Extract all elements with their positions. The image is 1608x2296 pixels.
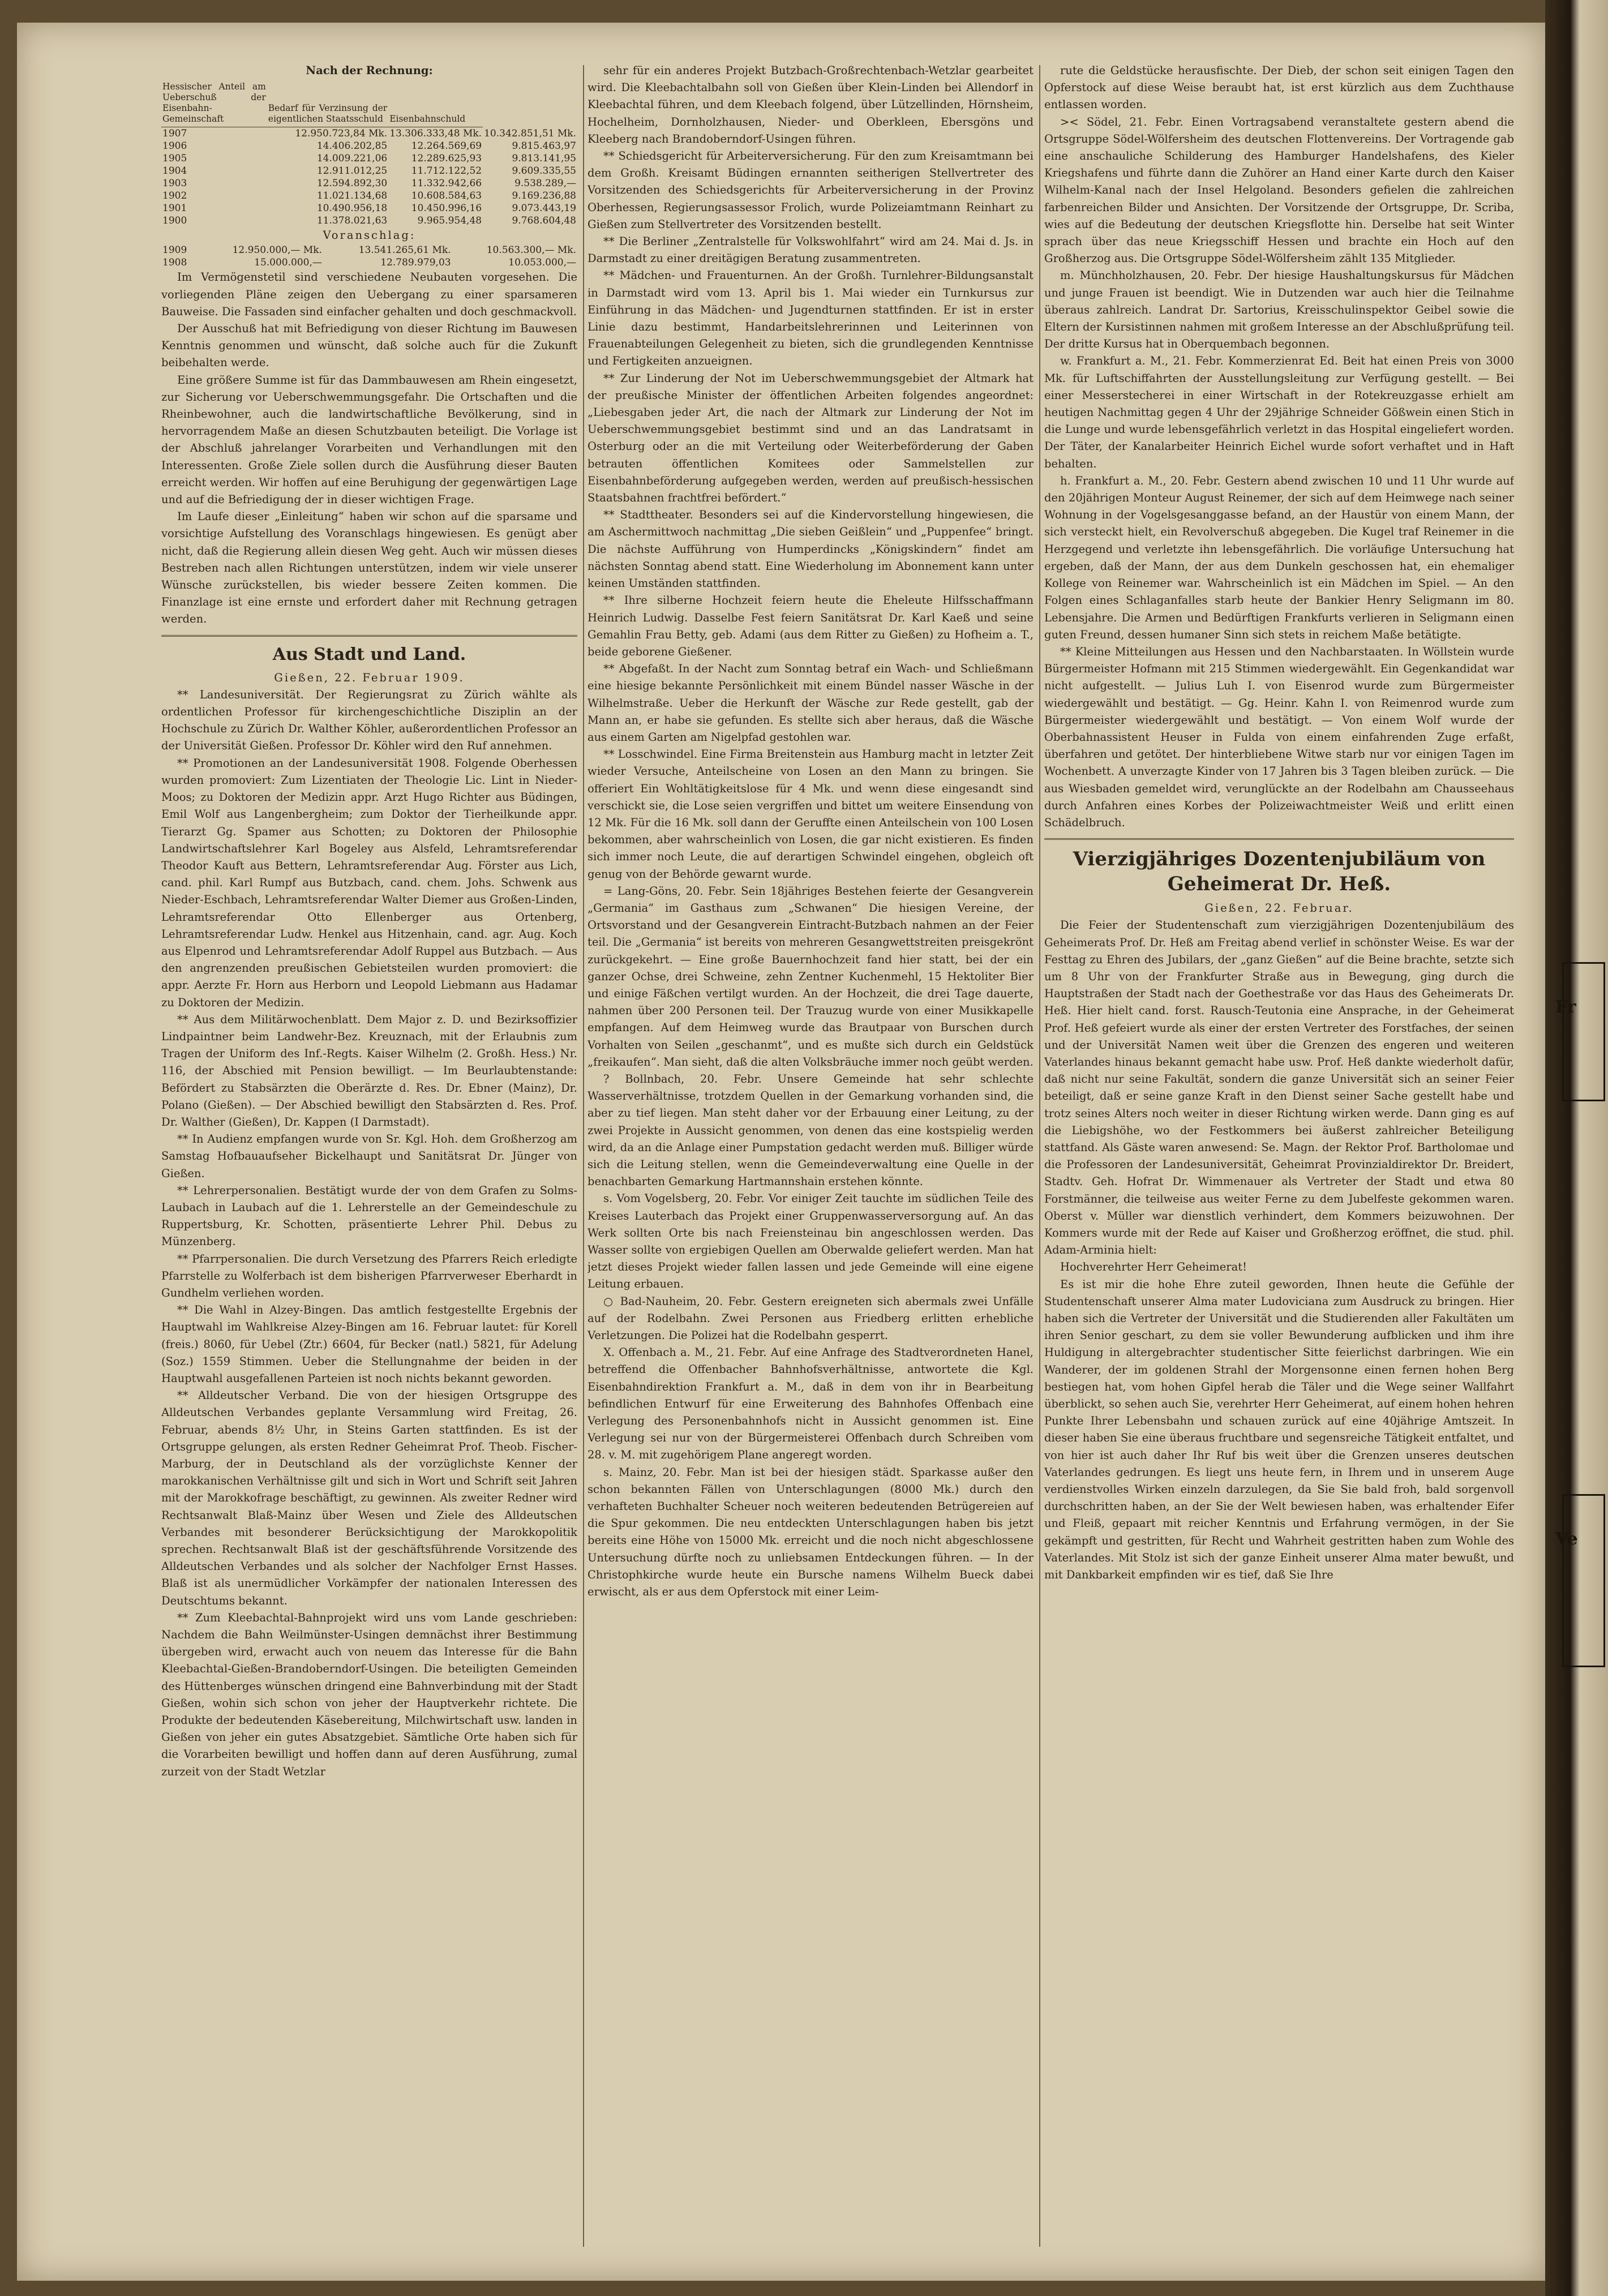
table-cell: 14.406.202,85 bbox=[316, 140, 388, 152]
table-cell: 11.332.942,66 bbox=[411, 178, 482, 190]
divider bbox=[1044, 838, 1514, 840]
news-paragraph: ** Aus dem Militärwochenblatt. Dem Major z. D. und Bezirksoffizier Lindpaintner beim Landwehr-Bez. Kreuznach, mit der Erlaubnis zum Tragen der Uniform des Inf.-Regts. Kaiser Wilhelm (2. Großh. Hess.) Nr. 116, der Abschied mit Pension bewilligt. — Im Beurlaubtenstande: Befördert zu Stabsärzten die Oberärzte d. Res. Dr. Ebner (Mainz), Dr. Polano (Gießen). — Der Abschied bewilligt den Stabsärzten d. Res. Prof. Dr. Walther (Gießen), Dr. Kappen (I Darmstadt). bbox=[161, 1012, 577, 1128]
news-paragraph: ** Lehrerpersonalien. Bestätigt wurde der von dem Grafen zu Solms-Laubach in Laubach auf die 1. Lehrerstelle an der Gemeindeschule zu Ruppertsburg, Kr. Schotten, präsentierte Lehrer Phil. Debus zu Münzenberg. bbox=[161, 1183, 577, 1248]
table-row bbox=[161, 214, 577, 227]
table-cell: 14.009.221,06 bbox=[316, 153, 388, 165]
table-row bbox=[161, 190, 577, 202]
table-title: Nach der Rechnung: bbox=[306, 64, 433, 77]
news-paragraph: s. Vom Vogelsberg, 20. Febr. Vor einiger Zeit tauchte im südlichen Teile des Kreises Lauterbach das Projekt einer Gruppenwasserversorgung auf. An das Werk sollten Orte bis nach Freiensteinau bin angeschlossen werden. Das Wasser sollte von ergiebigen Quellen am Oberwalde geliefert werden. Man hat jetzt dieses Projekt wieder fallen lassen und jede Gemeinde will eine eigene Leitung erbauen. bbox=[588, 1192, 1034, 1291]
news-paragraph: X. Offenbach a. M., 21. Febr. Auf eine Anfrage des Stadtverordneten Hanel, betreffend die Offenbacher Bahnhofsverhältnisse, antwortete die Kgl. Eisenbahndirektion Frankfurt a. M., daß in dem von ihr in Bearbeitung befindlichen Entwurf für eine Erweiterung des Bahnhofes Offenbach eine Verlegung des Personenbahnhofs nicht in Aussicht genommen ist. Eine Verlegung sei nur von der Bürgermeisterei Offenbach durch Schreiben vom 28. v. M. mit zugehörigem Plane angeregt worden. bbox=[588, 1346, 1034, 1462]
table-subtitle: Voranschlag: bbox=[323, 229, 416, 242]
news-paragraph: s. Mainz, 20. Febr. Man ist bei der hiesigen städt. Sparkasse außer den schon bekannten Fällen von Unterschlagungen (8000 Mk.) durch den verhafteten Buchhalter Scheuer noch weiteren bedeutenden Betrügereien auf die Spur gekommen. Die neu entdeckten Unterschlagungen haben bis jetzt bereits eine Höhe von 15000 Mk. erreicht und die noch nicht abgeschlossene Untersuchung dürfte noch zu unliebsamen Entdeckungen führen. — In der Christophkirche wurde heute ein Bursche namens Wilhelm Bueck dabei erwischt, als er aus dem Opferstock mit einer Leim- bbox=[588, 1465, 1034, 1599]
table-cell: 10.342.851,51 Mk. bbox=[484, 127, 576, 139]
article-heading: Vierzigjähriges Dozentenjubiläum von Geheimerat Dr. Heß. bbox=[1073, 848, 1486, 896]
news-paragraph: Hochverehrter Herr Geheimerat! bbox=[1060, 1260, 1247, 1274]
table-head: Eisenbahnschuld bbox=[388, 79, 483, 127]
news-paragraph: ** Mädchen- und Frauenturnen. An der Großh. Turnlehrer-Bildungsanstalt in Darmstadt wird vom 13. April bis 1. Mai wieder ein Turnkursus zur Einführung in das Mädchen- und Jugendturnen stattfinden. Er ist in erster Linie dazu bestimmt, Handarbeitslehrerinnen und Leiterinnen von Frauenabteilungen Gelegenheit zu bieten, sich die grundlegenden Kenntnisse und Fertigkeiten anzueignen. bbox=[588, 269, 1034, 368]
table-row bbox=[161, 177, 577, 190]
news-paragraph: ** Abgefaßt. In der Nacht zum Sonntag betraf ein Wach- und Schließmann eine hiesige bekannte Persönlichkeit mit einem Bündel nasser Wäsche in der Wilhelmstraße. Ueber die Herkunft der Wäsche zur Rede gestellt, gab der Mann an, er habe sie gefunden. Es stellte sich aber heraus, daß die Wäsche aus einem Garten am Nigelpfad gestohlen war. bbox=[588, 662, 1034, 744]
table-cell: 10.053.000,— bbox=[508, 257, 576, 269]
news-paragraph: ** Die Berliner „Zentralstelle für Volkswohlfahrt“ wird am 24. Mai d. Js. in Darmstadt zu einer dreitägigen Beratung zusammentreten. bbox=[588, 235, 1034, 265]
finance-table-estimate bbox=[161, 244, 577, 269]
news-paragraph: rute die Geldstücke herausfischte. Der Dieb, der schon seit einigen Tagen den Opferstock auf diese Weise beraubt hat, ist erst kürzlich aus dem Zuchthause entlassen worden. bbox=[1044, 64, 1514, 111]
table-cell: 1907 bbox=[162, 128, 187, 140]
finance-table bbox=[161, 79, 577, 227]
table-cell: 12.789.979,03 bbox=[380, 257, 451, 269]
news-paragraph: sehr für ein anderes Projekt Butzbach-Großrechtenbach-Wetzlar gearbeitet wird. Die Kleebachtalbahn soll von Gießen über Klein-Linden bei Allendorf in Kleebachtal führen, und dem Kleebach folgend, über Lützellinden, Hörnsheim, Hochelheim, Dornholzhausen, Nieder- und Oberkleen, Ebersgöns und Kleeberg nach Brandoberndorf-Usingen führen. bbox=[588, 64, 1034, 145]
table-cell: 9.815.463,97 bbox=[512, 140, 576, 152]
table-row bbox=[161, 256, 577, 269]
news-paragraph: ** Landesuniversität. Der Regierungsrat zu Zürich wählte als ordentlichen Professor für kirchengeschichtliche Disziplin an der Hochschule zu Zürich Dr. Walther Köhler, außerordentlichen Professor an der Universität Gießen. Professor Dr. Köhler wird den Ruf annehmen. bbox=[161, 688, 577, 753]
newspaper-page bbox=[17, 23, 1545, 2281]
divider bbox=[161, 635, 577, 637]
table-cell: 1901 bbox=[162, 203, 187, 214]
column-rule bbox=[583, 65, 584, 2247]
column-3 bbox=[1044, 62, 1514, 2252]
table-cell: 1908 bbox=[162, 257, 187, 269]
table-row bbox=[161, 152, 577, 165]
table-cell: 12.950.000,— Mk. bbox=[232, 244, 322, 256]
table-cell: 9.538.289,— bbox=[514, 178, 576, 190]
news-paragraph: ** Losschwindel. Eine Firma Breitenstein aus Hamburg macht in letzter Zeit wieder Versuche, Anteilscheine von Losen an den Mann zu bringen. Sie offeriert Ein Wohltätigkeitslose für 4 Mk. und wenn diese eingesandt sind verschickt sie, die Lose seien vergriffen und bittet um weitere Einsendung von 12 Mk. Für die 16 Mk. soll dann der Geruffte einen Anteilschein von 100 Losen bekommen, aber wahrscheinlich von Losen, die gar nicht existieren. Es finden sich immer noch Leute, die auf derartigen Schwindel eingehen, obgleich oft genug von der Behörde gewarnt wurde. bbox=[588, 748, 1034, 881]
table-cell: 11.378.021,63 bbox=[316, 215, 388, 227]
book-binding bbox=[1545, 0, 1608, 2296]
table-cell: 1904 bbox=[162, 165, 187, 177]
dateline: Gießen, 22. Februar. bbox=[1204, 902, 1354, 915]
table-cell: 1909 bbox=[162, 244, 187, 256]
column-2 bbox=[588, 62, 1034, 2252]
news-paragraph: m. Münchholzhausen, 20. Febr. Der hiesige Haushaltungskursus für Mädchen und junge Frauen ist beendigt. Wie in Dutzenden war auch hier die Teilnahme überaus zahlreich. Landrat Dr. Sartorius, Kreisschulinspektor Geibel sowie die Eltern der Kursistinnen nahmen mit großem Interesse an der Abschlußprüfung teil. Der dritte Kursus hat in Oberquembach begonnen. bbox=[1044, 269, 1514, 351]
news-paragraph: ** Stadttheater. Besonders sei auf die Kindervorstellung hingewiesen, die am Aschermittwoch nachmittag „Die sieben Geißlein“ und „Puppenfee“ bringt. Die nächste Aufführung von Humperdincks „Königskindern“ findet am nächsten Sonntag abend statt. Eine Wiederholung im Abonnement kann unter keinen Umständen stattfinden. bbox=[588, 508, 1034, 590]
section-heading: Aus Stadt und Land. bbox=[272, 644, 466, 664]
news-paragraph: ** Ihre silberne Hochzeit feiern heute die Eheleute Hilfsschaffmann Heinrich Ludwig. Dasselbe Fest feiern Sanitätsrat Dr. Karl Kaeß und seine Gemahlin Frau Betty, geb. Adami (aus dem Ritter zu Gießen) zu Hofheim a. T., beide geborene Gießener. bbox=[588, 594, 1034, 658]
adjacent-page-fragment: Ve bbox=[1555, 1529, 1578, 1549]
table-cell: 11.021.134,68 bbox=[316, 190, 388, 202]
table-cell: 11.712.122,52 bbox=[411, 165, 482, 177]
table-row bbox=[161, 140, 577, 152]
news-paragraph: >< Södel, 21. Febr. Einen Vortragsabend veranstaltete gestern abend die Ortsgruppe Södel-Wölfersheim des deutschen Flottenvereins. Der Vortragende gab eine anschauliche Schilderung des Hamburger Handelshafens, des Kieler Kriegshafens und führte dann die Zuhörer an Hand einer Karte durch den Kaiser Wilhelm-Kanal nach der Insel Helgoland. Besonders gefielen die zahlreichen farbenreichen Bilder und Ansichten. Der Vorsitzende der Ortsgruppe, Dr. Scriba, wies auf die Bedeutung der deutschen Kriegsflotte hin. Derselbe hat seit Winter sprach über das neue Kriegsschiff Hessen und brachte ein Hoch auf den Großherzog aus. Die Ortsgruppe Södel-Wölfersheim zählt 135 Mitglieder. bbox=[1044, 115, 1514, 265]
news-paragraph: w. Frankfurt a. M., 21. Febr. Kommerzienrat Ed. Beit hat einen Preis von 3000 Mk. für Luftschiffahrten der Ausstellungsleitung zur Verfügung gestellt. — Bei einer Messerstecherei in einer Wirtschaft in der Rotekreuzgasse erhielt am heutigen Nachmittag gegen 4 Uhr der 29jährige Schneider Gößwein einen Stich in die Lunge und wurde lebensgefährlich verletzt in das Hospital eingeliefert worden. Der Täter, der Kanalarbeiter Heinrich Eichel wurde sofort verhaftet und in Haft behalten. bbox=[1044, 354, 1514, 470]
dateline: Gießen, 22. Februar 1909. bbox=[274, 671, 465, 684]
news-paragraph: ? Bollnbach, 20. Febr. Unsere Gemeinde hat sehr schlechte Wasserverhältnisse, trotzdem Quellen in der Gemarkung vorhanden sind, die aber zu tief liegen. Man steht daher vor der Erbauung einer Leitung, zu der zwei Projekte in Aussicht genommen, von denen das eine kostspielig werden wird, da an die Anlage einer Pumpstation gedacht werden muß. Billiger würde sich die Leitung stellen, wenn die Gemeindeverwaltung eine Quelle in der benachbarten Gemarkung Hartmannshain erstehen könnte. bbox=[588, 1072, 1034, 1188]
table-cell: 9.768.604,48 bbox=[512, 215, 576, 227]
table-cell: 13.306.333,48 Mk. bbox=[389, 128, 482, 140]
table-cell: 9.169.236,88 bbox=[512, 190, 576, 202]
table-cell: 1902 bbox=[162, 190, 187, 202]
table-cell: 13.541.265,61 Mk. bbox=[358, 244, 451, 256]
table-head: Bedarf für Verzinsung der eigentlichen Staatsschuld bbox=[267, 79, 388, 127]
table-row bbox=[161, 202, 577, 214]
news-paragraph: Eine größere Summe ist für das Dammbauwesen am Rhein eingesetzt, zur Sicherung vor Ueberschwemmungsgefahr. Die Ortschaften und die Rheinbewohner, auch die landwirtschaftliche Bevölkerung, sind in hervorragendem Maße an diesen Schutzbauten beteiligt. Die Vorlage ist der Abschluß jahrelanger Vorarbeiten und Verhandlungen mit den Interessenten. Große Ziele sollen durch die Ausführung dieser Bauten erreicht werden. Wir hoffen auf eine Beruhigung der gegenwärtigen Lage und auf die Befriedigung der in dieser wichtigen Frage. bbox=[161, 373, 577, 507]
news-paragraph: Im Laufe dieser „Einleitung“ haben wir schon auf die sparsame und vorsichtige Aufstellung des Voranschlags hingewiesen. Es genügt aber nicht, daß die Regierung allein diesen Weg geht. Auch wir müssen dieses Bestreben nach allen Richtungen unterstützen, indem wir viele unserer Wünsche zurückstellen, bis wieder bessere Zeiten kommen. Die Finanzlage ist eine ernste und erfordert daher mit Rechnung getragen werden. bbox=[161, 510, 577, 626]
table-cell: 12.911.012,25 bbox=[316, 165, 388, 177]
table-cell: 9.965.954,48 bbox=[417, 215, 482, 227]
table-cell: 10.490.956,18 bbox=[316, 203, 388, 214]
news-paragraph: ** Zur Linderung der Not im Ueberschwemmungsgebiet der Altmark hat der preußische Minister der öffentlichen Arbeiten folgendes angeordnet: „Liebesgaben jeder Art, die nach der Altmark zur Linderung der Not im Ueberschwemmungsgebiet bestimmt sind und an das Landratsamt in Osterburg oder an die mit Verteilung oder Weiterbeförderung der Gaben betrauten öffentlichen Komitees oder Sammelstellen zur Eisenbahnbeförderung aufgegeben werden, werden auf preußisch-hessischen Staatsbahnen frachtfrei befördert.“ bbox=[588, 371, 1034, 505]
news-paragraph: Die Feier der Studentenschaft zum vierzigjährigen Dozentenjubiläum des Geheimerats Prof. Dr. Heß am Freitag abend verlief in schönster Weise. Es war der Festtag zu Ehren des Jubilars, der „ganz Gießen“ auf die Beine brachte, setzte sich um 8 Uhr von der Frankfurter Straße aus in Bewegung, ging durch die Hauptstraßen der Stadt nach der Goethestraße vor das Haus des Geheimerats Dr. Heß. Hier hielt cand. forst. Rausch-Teutonia eine Ansprache, in der Geheimerat Prof. Heß gefeiert wurde als einer der ersten Vertreter des Forstfaches, der seinen und der Universität Namen weit über die Grenzen des engeren und weiteren Vaterlandes hinaus bekannt gemacht habe usw. Prof. Heß dankte wiederholt dafür, daß nicht nur seine Fakultät, sondern die ganze Universität sich an seiner Feier beteiligt, daß er seine ganze Kraft in den Dienst seiner Sache gestellt habe und trotz seines Alters noch weiter in dieser Richtung wirken werde. Dann ging es auf die Liebigshöhe, wo der Festkommers bei äußerst zahlreicher Beteiligung stattfand. Als Gäste waren anwesend: Se. Magn. der Rektor Prof. Bartholomae und die Professoren der Landesuniversität, Geheimrat Provinzialdirektor Dr. Breidert, Stadtv. Geh. Hofrat Dr. Wimmenauer als Vertreter der Stadt und etwa 80 Forstmänner, die teilweise aus weiter Ferne zu dem Jubelfeste gekommen waren. Oberst v. Müller war dienstlich verhindert, dem Kommers beizuwohnen. Der Kommers wurde mit der Rede auf Kaiser und Großherzog eröffnet, die stud. phil. Adam-Arminia hielt: bbox=[1044, 919, 1514, 1257]
news-paragraph: ** In Audienz empfangen wurde von Sr. Kgl. Hoh. dem Großherzog am Samstag Hofbauaufseher Bickelhaupt und Sanitätsrat Dr. Jünger von Gießen. bbox=[161, 1132, 577, 1180]
adjacent-page-box bbox=[1562, 962, 1605, 1101]
table-cell: 12.289.625,93 bbox=[411, 153, 482, 165]
news-paragraph: ** Schiedsgericht für Arbeiterversicherung. Für den zum Kreisamtmann bei dem Großh. Kreisamt Büdingen ernannten seitherigen Stellvertreter des Vorsitzenden des Schiedsgerichts für Arbeiterversicherung in der Provinz Oberhessen, Regierungsassessor Frolich, wurde Polizeiamtmann Reinhart zu Gießen zum Stellvertreter des Vorsitzenden bestellt. bbox=[588, 149, 1034, 231]
table-cell: 1900 bbox=[162, 215, 187, 227]
table-cell: 1903 bbox=[162, 178, 187, 190]
table-cell: 9.813.141,95 bbox=[512, 153, 576, 165]
column-rule bbox=[1039, 65, 1040, 2247]
table-cell: 10.608.584,63 bbox=[411, 190, 482, 202]
table-cell: 15.000.000,— bbox=[254, 257, 322, 269]
table-cell: 1905 bbox=[162, 153, 187, 165]
news-paragraph: h. Frankfurt a. M., 20. Febr. Gestern abend zwischen 10 und 11 Uhr wurde auf den 20jährigen Monteur August Reinemer, der sich auf dem Heimwege nach seiner Wohnung in der Vogelsgesanggasse befand, an der Haustür von einem Mann, der sich versteckt hielt, ein Revolverschuß abgegeben. Die Kugel traf Reinemer in die Herzgegend und verletzte ihn lebensgefährlich. Die vorläufige Untersuchung hat ergeben, daß der Mann, der aus dem Dunkeln geschossen hat, ein ehemaliger Kollege von Reinemer war. Wahrscheinlich ist ein Mädchen im Spiel. — An den Folgen eines Schlaganfalles starb heute der Bankier Henry Seligmann im 80. Lebensjahre. Die Armen und Bedürftigen Frankfurts verlieren in Seligmann einen guten Freund, dessen humaner Sinn sich stets in reichem Maße betätigte. bbox=[1044, 474, 1514, 641]
news-paragraph: = Lang-Göns, 20. Febr. Sein 18jähriges Bestehen feierte der Gesangverein „Germania“ im Gasthaus zum „Schwanen“ Die hiesigen Vereine, der Ortsvorstand und der Gesangverein Eintracht-Butzbach nahmen an der Feier teil. Die „Germania“ ist bereits von mehreren Gesangwettstreiten preisgekrönt zurückgekehrt. — Eine große Bauernhochzeit fand hier statt, bei der ein ganzer Ochse, drei Schweine, zehn Zentner Kuchenmehl, 15 Hektoliter Bier und einige Fäßchen vertilgt wurden. An der Hochzeit, die drei Tage dauerte, nahmen über 200 Personen teil. Der Trauzug wurde von einer Musikkapelle empfangen. Auf dem Heimweg wurde das Brautpaar von Burschen durch Vorhalten von Seilen „geschanmt“, und es mußte sich durch ein Geldstück „freikaufen“. Man sieht, daß die alten Volksbräuche immer noch geübt werden. bbox=[588, 884, 1034, 1068]
table-cell: 12.950.723,84 Mk. bbox=[295, 128, 388, 140]
news-paragraph: ○ Bad-Nauheim, 20. Febr. Gestern ereigneten sich abermals zwei Unfälle auf der Rodelbahn. Zwei Personen aus Friedberg erlitten erhebliche Verletzungen. Die Polizei hat die Rodelbahn gesperrt. bbox=[588, 1294, 1034, 1342]
table-cell: 9.073.443,19 bbox=[512, 203, 576, 214]
news-paragraph: ** Alldeutscher Verband. Die von der hiesigen Ortsgruppe des Alldeutschen Verbandes geplante Versammlung wird Freitag, 26. Februar, abends 8½ Uhr, in Steins Garten stattfinden. Es ist der Ortsgruppe gelungen, als ersten Redner Geheimrat Prof. Theob. Fischer-Marburg, der in Deutschland als der vorzüglichste Kenner der marokkanischen Verhältnisse gilt und sich in Wort und Schrift seit Jahren mit der Marokkofrage beschäftigt, zu gewinnen. Als zweiter Redner wird Rechtsanwalt Blaß-Mainz über Wesen und Ziele des Alldeutschen Verbandes mit besonderer Berücksichtigung der Marokkopolitik sprechen. Rechtsanwalt Blaß ist der geschäftsführende Vorsitzende des Alldeutschen Verbandes und als solcher der Nachfolger Ernst Hasses. Blaß ist als unermüdlicher Vorkämpfer der nationalen Interessen des Deutschtums bekannt. bbox=[161, 1389, 577, 1607]
table-cell: 10.450.996,16 bbox=[411, 203, 482, 214]
news-paragraph: Der Ausschuß hat mit Befriedigung von dieser Richtung im Bauwesen Kenntnis genommen und wünscht, daß solche auch für die Zukunft beibehalten werde. bbox=[161, 322, 577, 370]
table-cell: 12.264.569,69 bbox=[411, 140, 482, 152]
news-paragraph: ** Promotionen an der Landesuniversität 1908. Folgende Oberhessen wurden promoviert: Zum Lizentiaten der Theologie Lic. Lint in Nieder-Moos; zu Doktoren der Medizin appr. Arzt Hugo Richter aus Büdingen, Emil Wolf aus Langenbergheim; zum Doktor der Tierheilkunde appr. Tierarzt Gg. Spamer aus Schotten; zu Doktoren der Philosophie Landwirtschaftslehrer Karl Bogeley aus Alsfeld, Lehramtsreferendar Theodor Kauft aus Bettern, Lehramtsreferendar Aug. Förster aus Lich, cand. phil. Karl Rumpf aus Butzbach, cand. chem. Johs. Schwenk aus Nieder-Eschbach, Lehramtsreferendar Walter Diemer aus Großen-Linden, Lehramtsreferendar Otto Ellenberger aus Ortenberg, Lehramtsreferendar Ludw. Henkel aus Hitzenhain, cand. agr. Aug. Koch aus Elpenrod und Lehramtsreferendar Adolf Ruppel aus Butzbach. — Aus den angrenzenden preußischen Gebietsteilen wurden promoviert: die appr. Aerzte Fr. Horn aus Herborn und Leopold Liebmann aus Hadamar zu Doktoren der Medizin. bbox=[161, 756, 577, 1009]
table-row bbox=[161, 244, 577, 256]
table-cell: 9.609.335,55 bbox=[512, 165, 576, 177]
table-cell: 1906 bbox=[162, 140, 187, 152]
adjacent-page-fragment: Fr bbox=[1555, 997, 1576, 1017]
column-1 bbox=[161, 62, 577, 2252]
news-paragraph: Es ist mir die hohe Ehre zuteil geworden, Ihnen heute die Gefühle der Studentenschaft unserer Alma mater Ludoviciana zum Ausdruck zu bringen. Hier haben sich die Vertreter der Universität und die Studierenden aller Fakultäten um ihren Senior geschart, zu dem sie voller Bewunderung aufblicken und ihm ihre Huldigung in altergebrachter studentischer Sitte feierlichst darbringen. Wie ein Wanderer, der im goldenen Strahl der Morgensonne einen fernen hohen Berg bestiegen hat, vom hohen Gipfel herab die Täler und die Wege seiner Wallfahrt überblickt, so sehen auch Sie, verehrter Herr Geheimerat, auf einem hohen hehren Punkte Ihrer Lebensbahn und schauen zurück auf eine 40jährige Amtszeit. In dieser haben Sie eine überaus fruchtbare und segensreiche Tätigkeit entfaltet, und von hier ist auch daher Ihr Ruf bis weit über die Grenzen unseres deutschen Vaterlandes gedrungen. Es liegt uns heute fern, in Ihrem und in unserem Auge verdienstvolles Wirken einzeln darzulegen, da Sie Sie bald froh, bald sorgenvoll durchschritten haben, an der Sie der Welt bewiesen haben, was erhaltender Eifer und Fleiß, gepaart mit reicher Kenntnis und Erfahrung vermögen, in der Sie gekämpft und gestritten, für Recht und Wahrheit gestritten haben zum Wohle des Vaterlandes. Mit Stolz ist sich der ganze Einheit unserer Alma mater bewußt, und mit Dankbarkeit empfinden wir es tief, daß Sie Ihre bbox=[1044, 1277, 1514, 1582]
adjacent-page-box bbox=[1562, 1494, 1605, 1667]
news-paragraph: ** Die Wahl in Alzey-Bingen. Das amtlich festgestellte Ergebnis der Hauptwahl im Wahlkreise Alzey-Bingen am 16. Februar lautet: für Korell (freis.) 8060, für Uebel (Ztr.) 6604, für Becker (natl.) 5821, für Adelung (Soz.) 1559 Stimmen. Ueber die Stellungnahme der beiden in der Hauptwahl ausgefallenen Parteien ist noch nichts bekannt geworden. bbox=[161, 1303, 577, 1385]
table-cell: 10.563.300,— Mk. bbox=[486, 244, 576, 256]
news-paragraph: ** Zum Kleebachtal-Bahnprojekt wird uns vom Lande geschrieben: Nachdem die Bahn Weilmünster-Usingen demnächst ihrer Bestimmung übergeben wird, erwacht auch von neuem das Interesse für die Bahn Kleebachtal-Gießen-Brandoberndorf-Usingen. Die beteiligten Gemeinden des Hüttenberges wünschen dringend eine Bahnverbindung mit der Stadt Gießen, wohin sich schon von jeher der Hauptverkehr richtete. Die Produkte der bedeutenden Käsebereitung, Milchwirtschaft usw. landen in Gießen von jeher ein gutes Absatzgebiet. Sämtliche Orte haben sich für die Vorarbeiten bewilligt und hoffen dann auf deren Ausführung, zumal zurzeit von der Stadt Wetzlar bbox=[161, 1611, 577, 1778]
table-cell: 12.594.892,30 bbox=[316, 178, 388, 190]
table-row bbox=[161, 165, 577, 177]
news-paragraph: ** Pfarrpersonalien. Die durch Versetzung des Pfarrers Reich erledigte Pfarrstelle zu Wolferbach ist dem bisherigen Pfarrverweser Eberhardt in Gundhelm verliehen worden. bbox=[161, 1252, 577, 1299]
table-head: Hessischer Anteil am Ueberschuß der Eisenbahn-Gemeinschaft bbox=[161, 79, 267, 127]
news-paragraph: ** Kleine Mitteilungen aus Hessen und den Nachbarstaaten. In Wöllstein wurde Bürgermeister Hofmann mit 215 Stimmen wiedergewählt. Ein Gegenkandidat war nicht aufgestellt. — Julius Luh I. von Eisenrod wurde zum Bürgermeister wiedergewählt und bestätigt. — Gg. Heinr. Kahn I. von Reimenrod wurde zum Bürgermeister wiedergewählt und bestätigt. — Von einem Wolf wurde der Oberbahnassistent Heuser in Fulda von einem einfahrenden Zuge erfaßt, überfahren und getötet. Der hinterbliebene Witwe starb nur vor einigen Tagen im Wochenbett. A unverzagte Kinder von 17 Jahren bis 3 Tagen bleiben zurück. — Die aus Wiesbaden gemeldet wird, verunglückte an der Rodelbahn am Chausseehaus durch Anfahren eines Korbes der Polizeiwachtmeister Weiß und erlitt einen Schädelbruch. bbox=[1044, 645, 1514, 829]
news-paragraph: Im Vermögenstetil sind verschiedene Neubauten vorgesehen. Die vorliegenden Pläne zeigen den Uebergang zu einer sparsameren Bauweise. Die Fassaden sind einfacher gehalten und doch geschmackvoll. bbox=[161, 271, 577, 318]
table-row bbox=[161, 127, 577, 140]
